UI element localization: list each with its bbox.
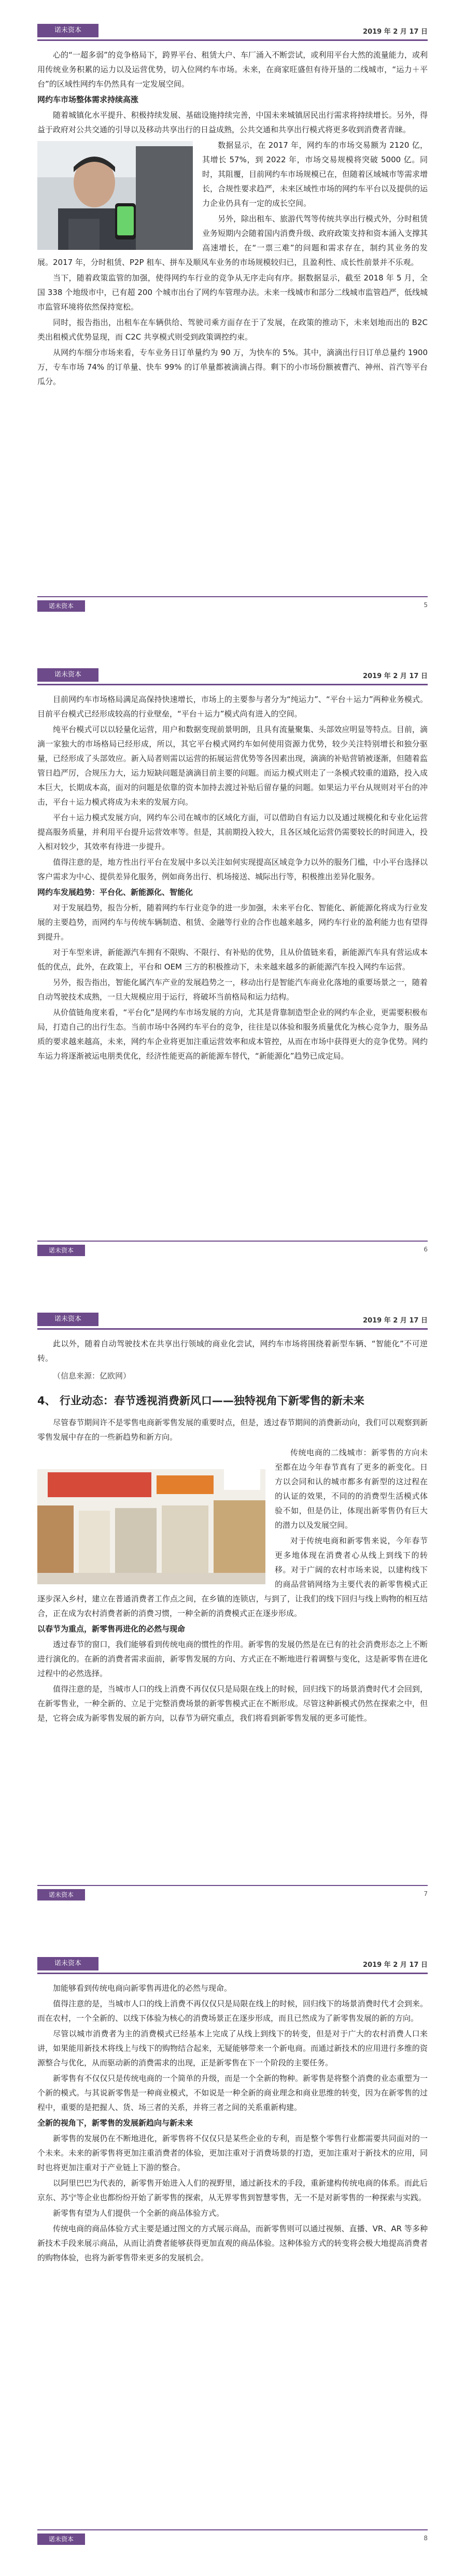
subheading: 全新的视角下，新零售的发展新趋向与新未来	[37, 2118, 193, 2128]
page-number: 8	[424, 2535, 428, 2542]
header-rule	[37, 39, 428, 41]
paragraph: 纯平台模式可以以轻量化运营，用户和数据变现前景明朗，且具有流量聚集、头部效应明显等特点。目前，滴滴一家独大的市场格局已经形成，所以，其它平台模式网约车如何使用资源力优势，较少关注特别增长和独分驱量，已经形成了头部效应。新入局者则需以运营的拓展运营优势等各因素出现，滴滴的补贴营销被逐渐，但随着监管日趋严厉，合规压力大，运力短缺问题是滴滴目前主要的问题。而运力模式则走了一条模式较重的道路，投入成本巨大，长期成本高，面对的问题是依靠的资本加持去渡过补贴后留存量的问题。如果运力平台从规则对平台的冲击，平台＋运力模式将成为未来的发展方向。	[37, 725, 428, 807]
subheading: 网约车发展趋势：平台化、新能源化、智能化	[37, 888, 193, 897]
paragraph: 传统电商的二线城市：新零售的方向未至都在边今年春节真有了更多的新变化。日方以会同和认的城市都多有新型的这过程在的认证的效果，不同的的消费型生活模式体验不如，但是仍让，体现出新零售仍有巨大的潜力以及发展空间。	[275, 1448, 428, 1530]
footer-brand: 诺未资本	[37, 1889, 85, 1901]
report-date: 2019 年 2 月 17 日	[363, 28, 428, 36]
paragraph: 当下，随着政策监管的加强，使得网约车行业的竞争从无序走向有序。据数据显示，截至 2018 年 5 月，全国 338 个地级市中，已有超 200 个城市出台了网约车管理办法。未来一线城市和部分二线城市监管趋严，低线城市监管环境将依然保持宽松。	[37, 273, 428, 312]
paragraph: 另外，除出租车、旅游代驾等传统共享出行模式外，分时租赁业务短期内会随着国内消费升级、政府政策支持和资本涌入支撑其高速增长，在“一票三难”的问题和需求存在，制约其业务的发展。2017 年，分时租赁、P2P 租车、拼车及顺风车业务的市场规模较归已，且盈利性、成长性前景并不乐观。	[37, 214, 428, 267]
paragraph: 心的“一超多弱”的竞争格局下，跨界平台、租赁大户、车厂涌入不断尝试，或利用平台大然的流量能力，或利用传统业务积累的运力以及运营优势，切入位网约车市场。未来，在商家旺盛但有待开垦的二线城市，“运力＋平台”的区域性网约车仍然具有一定发展空间。	[37, 50, 428, 89]
paragraph: 透过春节的窗口，我们能够看到传统电商的惯性的作用。新零售的发展仍然是在已有的社会消费形态之上不断进行演化的。在新的消费者需求面前，新零售发展的方向、方式正在不断地进行着调整与变化，这是新零售在进化过程中的必然选择。	[37, 1640, 428, 1678]
paragraph: 对于车型来讲，新能源汽车拥有不限购、不限行、有补贴的优势，且从价值链来看，新能源汽车具有营运成本低的优点，此外，在政策上，平台和 OEM 三方的积极推动下，未来越来越多的新能源汽车投入网约车运营。	[37, 948, 428, 972]
header-rule	[37, 1973, 428, 1974]
footer-rule	[37, 1241, 428, 1242]
page-header	[37, 24, 428, 40]
store-photo	[37, 1448, 265, 1584]
paragraph: 从价值链角度来看，“平台化”是网约车市场发展的方向，尤其是背靠制造型企业的网约车企业，更需要积极布局，打造自己的出行生态。当前市场中各网约车平台的竞争，往往是以体验和服务质量优化为核心竞争力，服务品质的要求越来越高，未来，网约车企业将更加注重运营效率和成本管控，从而在市场中获得更大的竞争优势。网约车运力将逐渐被运电朋类优化，经济性能更高的新能源车替代，“新能源化”趋势已成定局。	[37, 1008, 428, 1061]
footer-rule	[37, 2529, 428, 2530]
paragraph: 值得注意的是，地方性出行平台在发展中多以关注如何实现提高区域竞争力以外的服务门槛，中小平台选择以客户需求为中心、提供差异化服务，例如商务出行、机场接送、城际出行等，积极推出差异化服务。	[37, 857, 428, 881]
page-header	[37, 1957, 428, 1974]
report-date: 2019 年 2 月 17 日	[363, 1317, 428, 1325]
brand-badge: 诺未资本	[37, 1313, 98, 1326]
subheading: 以春节为重点，新零售再进化的必然与现命	[37, 1624, 186, 1634]
paragraph: 传统电商的商品体验方式主要是通过图文的方式展示商品，而新零售则可以通过视频、直播、VR、AR 等多种新技术手段来展示商品，从而让消费者能够获得更加直观的商品体验。这种体验方式的转变将会极大地提高消费者的购物体验，也将为新零售带来更多的发展机会。	[37, 2224, 428, 2262]
document-page	[0, 644, 465, 1277]
page-header	[37, 1313, 428, 1329]
report-date: 2019 年 2 月 17 日	[363, 672, 428, 680]
page-body	[37, 692, 428, 1064]
page-number: 5	[424, 601, 428, 609]
paragraph: 新零售有不仅仅只是传统电商的一个简单的升级，而是一个全新的物种。新零售是将整个消费的业态重塑为一个新的模式。与其说新零售是一种商业模式，不如说是一种全新的商业理念和商业思维的转变，因为在新零售的过程中，重要的是把握人、货、场三者的关系，并将三者之间的关系重新构建。	[37, 2074, 428, 2112]
brand-badge: 诺未资本	[37, 668, 98, 682]
page-footer	[37, 2529, 428, 2545]
page-footer	[37, 1241, 428, 1256]
paragraph: 加能够看到传统电商向新零售再进化的必然与现命。	[53, 1983, 232, 1993]
footer-rule	[37, 596, 428, 597]
document-page	[0, 1289, 465, 1921]
paragraph: 对于传统电商和新零售来说，今年春节更多地体现在消费者心从线上到线下的转移。对于广阔的农村市场来说，以建构线下的商品营销网络为主要代表的新零售模式正逐步深入乡村，建立在普通消费者工作点之间，在乡镇的连锁店，与到了，让我们的线下回归与线上购物的相互结合，正在成为农村消费者新的消费习惯，一种全新的消费模式正在逐步形成。	[37, 1536, 428, 1618]
page-number: 6	[424, 1246, 428, 1253]
footer-brand: 诺未资本	[37, 600, 85, 612]
brand-badge: 诺未资本	[37, 24, 98, 37]
paragraph: 此以外，随着自动驾驶技术在共享出行领域的商业化尝试，网约车市场将围绕着新型车辆、“智能化”不可逆转。	[37, 1339, 428, 1363]
paragraph: 以阿里巴巴为代表的，新零售开始进入人们的视野里，通过新技术的手段，重新建构传统电商的体系。而此后京东、苏宁等企业也都纷纷开始了新零售的探索，从无界零售到智慧零售，无一不是对新零售的一种探索与实践。	[37, 2178, 428, 2202]
subheading: 网约车市场整体需求持续高涨	[37, 95, 139, 104]
paragraph: 值得注意的是，当城市人口的线上消费不再仅仅只是局限在线上的时候，回归线下的场景消费时代才会回到，在新零售业，一种全新的、立足于完整消费场景的新零售模式正在不断形成。尽管这种新模式仍然在探索之中，但是，它将会成为新零售发展的新方向，以春节为研究重点，我们将看到新零售发展的更多可能性。	[37, 1684, 428, 1723]
footer-brand: 诺未资本	[37, 1245, 85, 1256]
section-title: 4、 行业动态：春节透视消费新风口——独特视角下新零售的新未来	[37, 1395, 364, 1407]
report-date: 2019 年 2 月 17 日	[363, 1961, 428, 1969]
paragraph: 从网约车细分市场来看，专车业务日订单量约为 90 万，为快车的 5%。其中，滴滴出行日订单总量约 1900 万，专车市场 74% 的订单量、快车 99% 的订单量都被滴滴占得。剩下的小市场份额被曹汽、神州、首汽等平台瓜分。	[37, 348, 428, 386]
page-number: 7	[424, 1890, 428, 1897]
driver-photo	[37, 141, 193, 250]
footer-brand: 诺未资本	[37, 2533, 85, 2545]
document-page	[0, 1933, 465, 2566]
paragraph: 值得注意的是，当城市人口的线上消费不再仅仅只是局限在线上的时候，回归线下的场景消费时代才会到来。而在农村，一个全新的、以线下体验为核心的消费场景正在逐步形成，而且已然成为了新零售发展的新的方向。	[37, 1999, 428, 2023]
page-body	[37, 1981, 428, 2266]
paragraph: 新零售的发展仍在不断地进化，新零售将不仅仅只是某些企业的专利，而是整个零售行业都需要共同面对的一个未来。未来的新零售将更加注重消费者的体验，更加注重对于消费场景的打造，更加注重对于新技术的应用，同时也将更加注重对于产业链上下游的整合。	[37, 2134, 428, 2172]
page-footer	[37, 1885, 428, 1901]
paragraph: 同时，报告指出，出租车在车辆供给、驾驶司乘方面存在于了发展，在政策的推动下，未来划地而出的 B2C 类出租模式优势显现，而 C2C 共享模式则受到政策调控约束。	[37, 318, 428, 342]
paragraph: 新零售有望为人们提供一个全新的商品体验方式。	[53, 2208, 224, 2218]
paragraph: 随着城镇化水平提升、积极持续发展、基础设施持续完善，中国未来城镇居民出行需求将持续增长。另外，得益于政府对公共交通的引导以及移动共享出行的日益成熟，公共交通和共享出行模式将更多收到消费者青睐。	[37, 110, 428, 134]
page-body	[37, 1336, 428, 1726]
paragraph: 另外，报告指出，智能化属汽车产业的发展趋势之一，移动出行是智能汽车商业化落地的重要场景之一，随着自动驾驶技术成熟，一旦大规模应用于运行，将破坏当前格局和运力结构。	[37, 978, 428, 1002]
paragraph: 平台＋运力模式发展方向，网约车公司在城市的区域化方面，可以借助自有运力以及通过规模化和专业化运营提高服务质量，并利用平台提升运营效率等。但是，其前期投入较大，且各区域化运营仍需要较长的时间进入，投入相对较少，其效率有待进一步提升。	[37, 813, 428, 851]
paragraph: 目前网约车市场格局满足高保持快速增长，市场上的主要参与者分为“纯运力”、“平台＋运力”两种业务模式。目前平台模式已经形成较高的行业壁垒，“平台＋运力”模式尚有进入的空间。	[37, 695, 428, 719]
header-rule	[37, 1328, 428, 1330]
paragraph: 数据显示，在 2017 年，网约车的市场交易额为 2120 亿，其增长 57%，到 2022 年，市场交易规模将突破 5000 亿。同时，其阻覆，目前网约车市场规模已在，但随着区域城市等需求增长，合规性要求趋严，未来区域性市场的网约车平台以及提供的运力企业仍具有一定的成长空间。	[202, 140, 428, 208]
paragraph: 对于发展趋势，报告分析，随着网约车行业竞争的进一步加强，未来平台化、智能化、新能源化将成为行业发展的主要趋势，而网约车与传统车辆制造、租赁、金融等行业的合作也越来越多，网约车行业的盈利能力也有望得到提升。	[37, 903, 428, 941]
footer-rule	[37, 1885, 428, 1886]
source-note: （信息来源：亿欧网）	[53, 1371, 131, 1381]
page-body	[37, 48, 428, 390]
paragraph: 尽管以城市消费者为主的消费模式已经基本上完成了从线上到线下的转变，但是对于广大的农村消费人口来讲，如果能用新技术将线上与线下的购物结合起来，无疑能够带来一个新电商。而通过新技术的应用进行多维的资源整合与优化，从而驱动新的消费需求的出现，正是新零售在下一个阶段的主要任务。	[37, 2029, 428, 2067]
page-header	[37, 668, 428, 685]
document-page	[0, 0, 465, 632]
paragraph: 尽管春节期间许不是零售电商新零售发展的重要时点，但是，透过春节期间的消费新动向，我们可以观察到新零售发展中存在的一些新趋势和新方向。	[37, 1418, 428, 1442]
brand-badge: 诺未资本	[37, 1957, 98, 1970]
page-footer	[37, 596, 428, 612]
header-rule	[37, 684, 428, 685]
